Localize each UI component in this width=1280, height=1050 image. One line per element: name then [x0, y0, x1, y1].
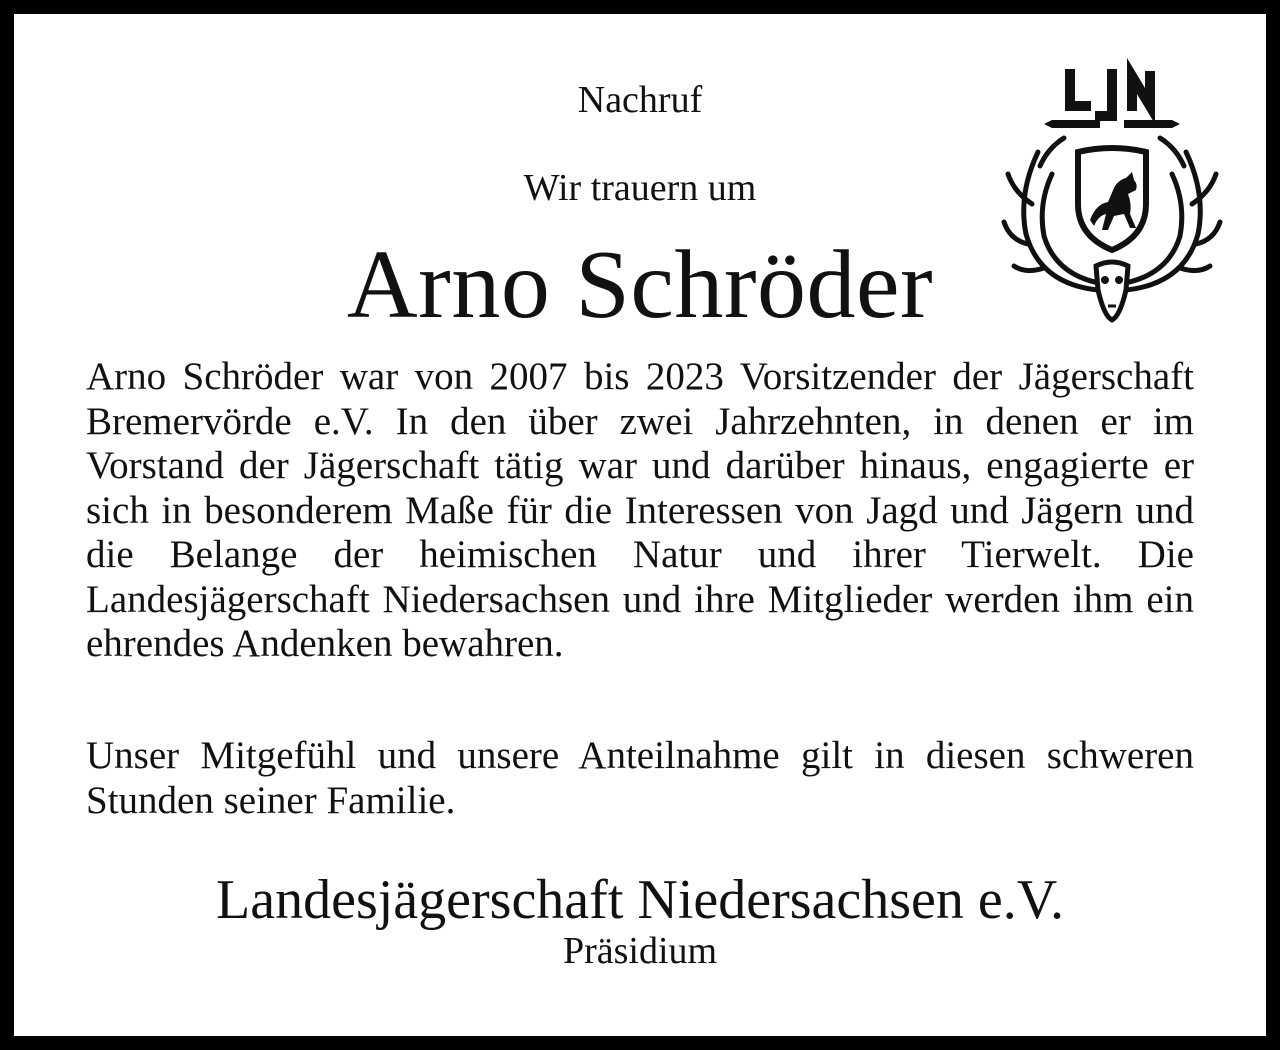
obituary-card	[14, 14, 1266, 1036]
organization-name: Landesjägerschaft Niedersachsen e.V.	[216, 869, 1064, 931]
obituary-paragraph-2: Unser Mitgefühl und unsere Anteilnahme gilt in diesen schweren Stunden seiner Familie.	[86, 734, 1194, 822]
mourning-intro: Wir trauern um	[523, 167, 757, 209]
organization-department: Präsidium	[562, 930, 718, 972]
obituary-paragraph-1: Arno Schröder war von 2007 bis 2023 Vorsitzender der Jägerschaft Bremervörde e.V. In den über zwei Jahrzehnten, in denen er im Vorstand der Jägerschaft tätig war und darüber hinaus, engagierte er sich in besonderem Maße für die Interessen von Jagd und Jägern und die Belange der heimischen Natur und ihrer Tierwelt. Die Landesjägerschaft Niedersachsen und ihre Mitglieder werden ihm ein ehrendes Andenken bewahren.	[86, 355, 1194, 665]
deceased-name: Arno Schröder	[346, 231, 934, 339]
ljn-antler-crest-icon	[1000, 54, 1224, 324]
notice-label: Nachruf	[577, 79, 703, 121]
